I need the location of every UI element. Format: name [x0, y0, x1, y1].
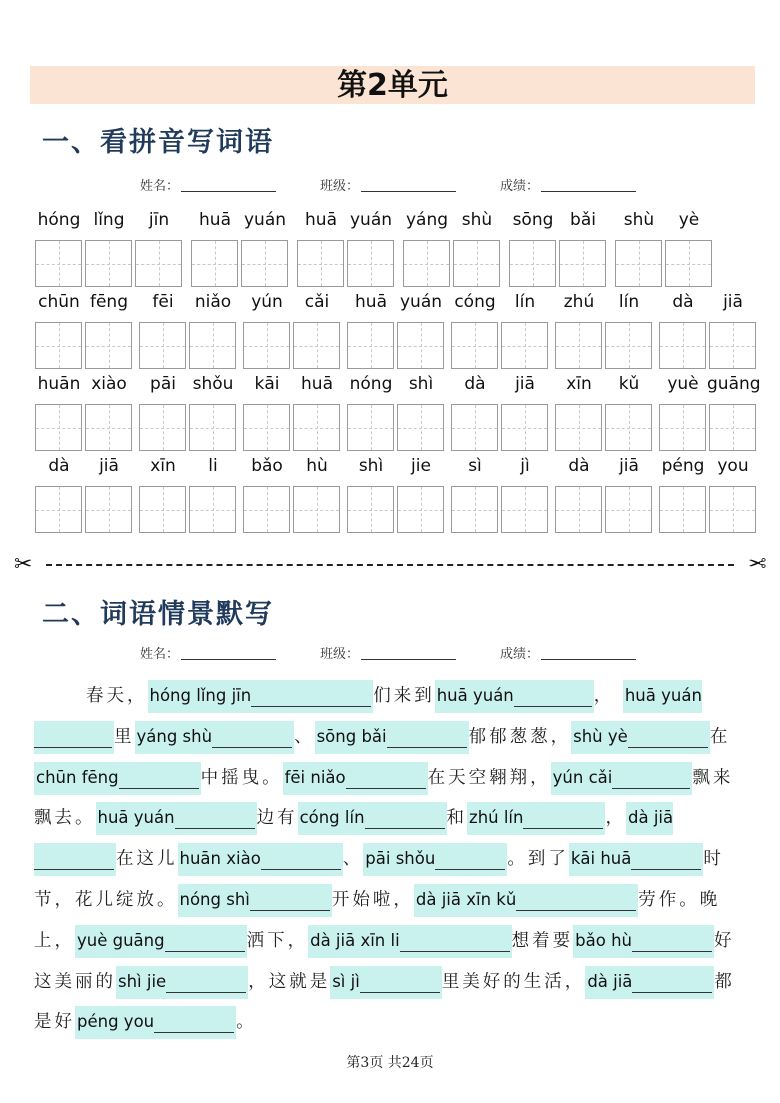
pinyin-syllable: lín	[618, 292, 640, 312]
score-label: 成绩：	[500, 647, 540, 662]
passage-text: 们来到	[373, 686, 435, 706]
pinyin-blank[interactable]: huā yuán	[34, 680, 702, 754]
writing-cell[interactable]	[559, 240, 606, 287]
writing-cell[interactable]	[501, 322, 548, 369]
grid-row	[0, 451, 780, 531]
pinyin-syllable: pāi	[150, 374, 176, 394]
passage-text: 都是好	[34, 971, 735, 1033]
name-field[interactable]	[140, 643, 276, 662]
pinyin-blank[interactable]: huā yuán	[435, 680, 594, 713]
grid-row	[0, 287, 780, 367]
writing-cell[interactable]	[135, 240, 182, 287]
writing-cell[interactable]	[509, 240, 556, 287]
pinyin-syllable: yáng	[405, 210, 449, 230]
writing-cell[interactable]	[501, 486, 548, 533]
writing-cell[interactable]	[451, 322, 498, 369]
pinyin-blank[interactable]: sì jì	[330, 966, 442, 999]
scissors-left-icon: ✂	[14, 552, 33, 577]
writing-cell[interactable]	[191, 240, 238, 287]
pinyin-blank[interactable]: shì jie	[116, 966, 248, 999]
passage-text: 飘来飘去。	[34, 767, 734, 829]
passage-text: 时节，花儿绽放。	[34, 849, 724, 910]
pinyin-syllable: xīn	[150, 456, 176, 476]
pinyin-blank[interactable]: cóng lín	[298, 802, 447, 835]
pinyin-syllable: jì	[520, 456, 530, 476]
writing-cell[interactable]	[293, 404, 340, 451]
pinyin-syllable: zhú	[563, 292, 595, 312]
pinyin-syllable: shù	[461, 210, 493, 230]
pinyin-syllable: jīn	[148, 210, 170, 230]
pinyin-syllable: huā	[355, 292, 387, 312]
pinyin-syllable: shì	[408, 374, 434, 394]
pinyin-syllable: hóng	[37, 210, 81, 230]
scissors-right-icon: ✂	[747, 552, 766, 577]
section-2-title: 二、词语情景默写	[42, 599, 274, 630]
writing-cell[interactable]	[347, 240, 394, 287]
writing-cell[interactable]	[501, 404, 548, 451]
pinyin-syllable: sì	[468, 456, 482, 476]
pinyin-syllable: cóng	[454, 292, 496, 312]
pinyin-syllable: péng	[661, 456, 705, 476]
pinyin-syllable: niǎo	[194, 292, 232, 312]
writing-cell[interactable]	[659, 486, 706, 533]
passage-text: 春天，	[86, 686, 148, 706]
writing-cell[interactable]	[403, 240, 450, 287]
class-label: 班级：	[320, 647, 360, 662]
pinyin-syllable: kǔ	[618, 374, 640, 394]
passage-text: 开始啦，	[331, 889, 414, 910]
pinyin-syllable: shù	[623, 210, 655, 230]
pinyin-syllable: jiā	[723, 292, 743, 312]
pinyin-syllable: guāng	[707, 374, 761, 394]
writing-cell[interactable]	[555, 404, 602, 451]
unit-title: 第2单元	[30, 66, 755, 104]
grid-row	[0, 369, 780, 449]
passage-text: 里	[114, 726, 135, 747]
passage-text: 在这儿	[116, 849, 178, 870]
passage-text: 。到了	[507, 849, 569, 870]
score-label: 成绩：	[500, 179, 540, 194]
pinyin-blank[interactable]: yuè guāng	[75, 925, 247, 958]
pinyin-syllable: yuán	[243, 210, 287, 230]
writing-cell[interactable]	[293, 322, 340, 369]
writing-cell[interactable]	[189, 404, 236, 451]
pinyin-syllable: huā	[305, 210, 337, 230]
writing-cell[interactable]	[555, 486, 602, 533]
pinyin-blank[interactable]: pāi shǒu	[363, 843, 507, 876]
pinyin-syllable: yuè	[667, 374, 699, 394]
pinyin-syllable: huā	[199, 210, 231, 230]
writing-cell[interactable]	[451, 404, 498, 451]
pinyin-syllable: dà	[568, 456, 590, 476]
pinyin-blank[interactable]: sōng bǎi	[315, 721, 469, 754]
pinyin-syllable: kāi	[254, 374, 280, 394]
pinyin-syllable: dà	[672, 292, 694, 312]
pinyin-syllable: sōng	[512, 210, 554, 230]
pinyin-syllable: shǒu	[192, 374, 234, 394]
writing-cell[interactable]	[397, 322, 444, 369]
writing-cell[interactable]	[139, 486, 186, 533]
pinyin-blank[interactable]: huā yuán	[96, 802, 257, 835]
passage-text: 、	[342, 849, 364, 870]
passage-text: 和	[446, 808, 468, 829]
pinyin-syllable: jiā	[619, 456, 639, 476]
pinyin-syllable: huān	[37, 374, 81, 394]
writing-cell[interactable]	[85, 322, 132, 369]
writing-cell[interactable]	[85, 486, 132, 533]
pinyin-blank[interactable]: dà jiā	[34, 802, 673, 876]
passage-text: ，	[605, 808, 626, 829]
writing-cell[interactable]	[35, 240, 82, 287]
writing-grid	[0, 205, 780, 540]
name-label: 姓名：	[140, 647, 180, 662]
info-row-2	[0, 643, 780, 663]
writing-cell[interactable]	[243, 486, 290, 533]
passage-text: 劳作。晚上，	[34, 889, 721, 951]
writing-cell[interactable]	[243, 404, 290, 451]
writing-cell[interactable]	[189, 322, 236, 369]
pinyin-blank[interactable]: yáng shù	[135, 721, 295, 754]
pinyin-blank[interactable]: kāi huā	[569, 843, 704, 876]
writing-cell[interactable]	[555, 322, 602, 369]
writing-cell[interactable]	[243, 322, 290, 369]
pinyin-syllable: cǎi	[304, 292, 330, 312]
writing-cell[interactable]	[85, 240, 132, 287]
writing-cell[interactable]	[347, 486, 394, 533]
pinyin-syllable: nóng	[349, 374, 393, 394]
pinyin-blank[interactable]: nóng shì	[178, 884, 332, 917]
writing-cell[interactable]	[347, 404, 394, 451]
pinyin-blank[interactable]: fēi niǎo	[283, 762, 428, 795]
writing-cell[interactable]	[709, 322, 756, 369]
pinyin-syllable: jie	[411, 456, 431, 476]
pinyin-blank[interactable]: dà jiā xīn kǔ	[414, 884, 638, 917]
pinyin-blank[interactable]: chūn fēng	[34, 762, 201, 795]
pinyin-blank[interactable]: dà jiā	[585, 966, 714, 999]
writing-cell[interactable]	[297, 240, 344, 287]
pinyin-syllable: yuán	[349, 210, 393, 230]
writing-cell[interactable]	[615, 240, 662, 287]
class-field[interactable]	[320, 175, 456, 194]
page-footer: 第3页 共24页	[346, 1055, 434, 1071]
passage-text: 边有	[256, 808, 298, 829]
writing-cell[interactable]	[35, 322, 82, 369]
pinyin-syllable: dà	[48, 456, 70, 476]
pinyin-syllable: shì	[358, 456, 384, 476]
passage-text: 好这美丽的	[34, 930, 735, 992]
passage-text: 在	[709, 726, 731, 747]
writing-cell[interactable]	[35, 486, 82, 533]
writing-cell[interactable]	[293, 486, 340, 533]
pinyin-syllable: li	[208, 456, 218, 476]
pinyin-syllable: jiā	[99, 456, 119, 476]
pinyin-syllable: bǎo	[251, 456, 283, 476]
pinyin-syllable: you	[717, 456, 749, 476]
writing-cell[interactable]	[709, 486, 756, 533]
writing-cell[interactable]	[85, 404, 132, 451]
passage-text: 里美好的生活，	[441, 971, 586, 992]
class-field[interactable]	[320, 643, 456, 662]
name-label: 姓名：	[140, 179, 180, 194]
pinyin-syllable: hù	[306, 456, 328, 476]
pinyin-blank[interactable]: dà jiā xīn li	[308, 925, 512, 958]
pinyin-syllable: huā	[301, 374, 333, 394]
pinyin-syllable: xīn	[566, 374, 592, 394]
pinyin-syllable: lǐng	[93, 210, 125, 230]
writing-cell[interactable]	[397, 486, 444, 533]
writing-cell[interactable]	[659, 404, 706, 451]
pinyin-blank[interactable]: yún cǎi	[551, 762, 693, 795]
pinyin-blank[interactable]: bǎo hù	[573, 925, 714, 958]
pinyin-syllable: jiā	[515, 374, 535, 394]
writing-cell[interactable]	[139, 404, 186, 451]
class-label: 班级：	[320, 179, 360, 194]
writing-cell[interactable]	[453, 240, 500, 287]
pinyin-blank[interactable]: zhú lín	[467, 802, 605, 835]
pinyin-blank[interactable]: hóng lǐng jīn	[148, 680, 374, 713]
writing-cell[interactable]	[659, 322, 706, 369]
writing-cell[interactable]	[665, 240, 712, 287]
pinyin-blank[interactable]: shù yè	[571, 721, 710, 754]
passage-text: 洒下，	[246, 930, 309, 951]
cut-line	[14, 552, 766, 577]
passage-text: 想着要	[511, 930, 574, 951]
writing-cell[interactable]	[241, 240, 288, 287]
writing-cell[interactable]	[139, 322, 186, 369]
passage-text: ，这就是	[248, 971, 331, 992]
pinyin-syllable: xiào	[91, 374, 127, 394]
passage-text: 中摇曳。	[200, 767, 283, 788]
pinyin-blank[interactable]: péng you	[75, 1006, 236, 1039]
pinyin-syllable: chūn	[38, 292, 80, 312]
pinyin-syllable: bǎi	[570, 210, 596, 230]
score-field[interactable]	[500, 643, 636, 662]
pinyin-syllable: yè	[678, 210, 700, 230]
passage-text: 郁郁葱葱，	[468, 726, 572, 747]
passage-text: ，	[593, 686, 615, 706]
pinyin-syllable: yuán	[399, 292, 443, 312]
name-field[interactable]	[140, 175, 276, 194]
writing-cell[interactable]	[189, 486, 236, 533]
writing-cell[interactable]	[347, 322, 394, 369]
writing-cell[interactable]	[605, 404, 652, 451]
score-field[interactable]	[500, 175, 636, 194]
writing-cell[interactable]	[397, 404, 444, 451]
section-1-title: 一、看拼音写词语	[42, 127, 274, 158]
writing-cell[interactable]	[451, 486, 498, 533]
grid-row	[0, 205, 780, 285]
info-row-1	[0, 175, 780, 195]
writing-cell[interactable]	[605, 486, 652, 533]
passage-text: 。	[236, 1012, 257, 1033]
pinyin-blank[interactable]: huān xiào	[178, 843, 343, 876]
pinyin-syllable: fēng	[89, 292, 128, 312]
writing-cell[interactable]	[709, 404, 756, 451]
pinyin-syllable: yún	[251, 292, 283, 312]
writing-cell[interactable]	[605, 322, 652, 369]
pinyin-syllable: fēi	[152, 292, 174, 312]
pinyin-syllable: dà	[464, 374, 486, 394]
pinyin-syllable: lín	[514, 292, 536, 312]
passage-text: 在天空翱翔，	[427, 767, 551, 788]
cloze-passage	[34, 676, 746, 1043]
writing-cell[interactable]	[35, 404, 82, 451]
passage-text: 、	[294, 726, 315, 747]
